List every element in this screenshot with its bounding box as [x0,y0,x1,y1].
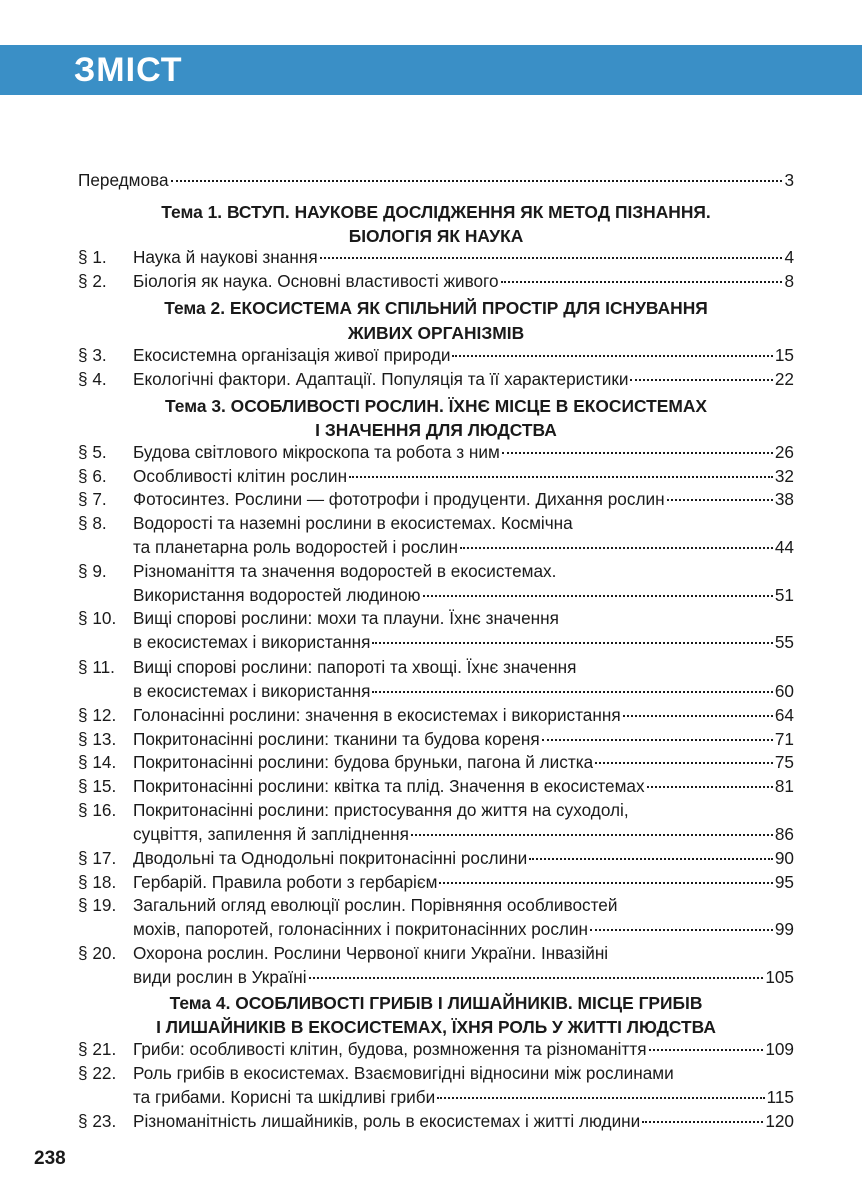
topic-heading: Тема 3. ОСОБЛИВОСТІ РОСЛИН. ЇХНЄ МІСЦЕ В ЕКОСИСТЕМАХ [165,396,707,416]
toc-entry[interactable] [78,846,794,871]
section-number: § 12. [78,705,117,725]
dot-leader [372,642,772,644]
toc-entry-title: Вищі спорові рослини: мохи та плауни. Їхнє значення [133,608,559,628]
dot-leader [372,691,772,693]
section-number: § 18. [78,872,117,892]
toc-entry[interactable] [78,870,794,895]
toc-entry-title: Гербарій. Правила роботи з гербарієм [133,872,438,892]
dot-leader [439,882,772,884]
section-number: § 7. [78,489,107,509]
toc-entry-preface[interactable] [78,168,794,193]
topic-heading: Тема 2. ЕКОСИСТЕМА ЯК СПІЛЬНИЙ ПРОСТІР ДЛЯ ІСНУВАННЯ [164,298,708,318]
toc-entry-first-line[interactable] [78,655,794,680]
section-number: § 21. [78,1039,117,1059]
dot-leader [452,355,772,357]
toc-entry-page: 105 [765,967,794,987]
toc-entry-title: види рослин в Україні [133,967,307,987]
topic-heading: І ЛИШАЙНИКІВ В ЕКОСИСТЕМАХ, ЇХНЯ РОЛЬ У ЖИТТІ ЛЮДСТВА [156,1017,716,1037]
toc-entry-continuation[interactable] [78,822,794,847]
dot-leader [171,180,783,182]
topic-heading: ЖИВИХ ОРГАНІЗМІВ [347,323,525,343]
toc-entry[interactable] [78,343,794,368]
dot-leader [647,786,773,788]
toc-entry-first-line[interactable] [78,893,794,918]
toc-entry[interactable] [78,750,794,775]
toc-entry-title: Вищі спорові рослини: папороті та хвощі. Їхнє значення [133,657,577,677]
toc-entry[interactable] [78,464,794,489]
dot-leader [542,739,773,741]
topic-heading: Тема 4. ОСОБЛИВОСТІ ГРИБІВ І ЛИШАЙНИКІВ. МІСЦЕ ГРИБІВ [169,993,703,1013]
toc-entry-title: Фотосинтез. Рослини — фототрофи і продуценти. Дихання рослин [133,489,665,509]
dot-leader [320,257,783,259]
toc-entry-first-line[interactable] [78,1061,794,1086]
toc-entry-page: 60 [774,681,794,701]
dot-leader [649,1049,764,1051]
section-number: § 11. [78,657,115,677]
section-number: § 16. [78,800,117,820]
toc-entry[interactable] [78,245,794,270]
section-number: § 9. [78,561,107,581]
section-number: § 15. [78,776,117,796]
dot-leader [595,762,773,764]
toc-entry-page: 55 [774,632,794,652]
toc-entry-page: 86 [774,824,794,844]
section-number: § 19. [78,895,117,915]
toc-entry-page: 22 [774,369,794,389]
toc-entry-page: 8 [784,271,794,291]
toc-entry-first-line[interactable] [78,941,794,966]
toc-entry-title: Дводольні та Однодольні покритонасінні рослини [133,848,528,868]
toc-entry-page: 51 [774,585,794,605]
toc-entry-page: 4 [784,247,794,267]
toc-entry-page: 15 [774,345,794,365]
toc-entry-title: Покритонасінні рослини: тканини та будова кореня [133,729,540,749]
toc-entry[interactable] [78,269,794,294]
toc-entry-title: суцвіття, запилення й запліднення [133,824,409,844]
toc-entry[interactable] [78,703,794,728]
toc-entry-page: 95 [774,872,794,892]
toc-entry-title: Різноманітність лишайників, роль в екосистемах і житті людини [133,1111,641,1131]
toc-entry-page: 115 [766,1087,794,1107]
dot-leader [501,281,783,283]
toc-entry-title: Передмова [78,170,169,190]
toc-entry-title: Покритонасінні рослини: будова бруньки, пагона й листка [133,752,594,772]
toc-entry-title: Особливості клітин рослин [133,466,348,486]
toc-entry-page: 3 [784,170,794,190]
toc-entry-title: в екосистемах і використання [133,681,371,701]
dot-leader [309,977,764,979]
toc-entry[interactable] [78,487,794,512]
toc-entry-title: Покритонасінні рослини: пристосування до життя на суходолі, [133,800,629,820]
toc-entry-continuation[interactable] [78,917,794,942]
section-number: § 6. [78,466,107,486]
section-number: § 10. [78,608,117,628]
section-number: § 1. [78,247,107,267]
toc-entry-page: 71 [774,729,794,749]
section-number: § 17. [78,848,117,868]
topic-heading: І ЗНАЧЕННЯ ДЛЯ ЛЮДСТВА [315,420,557,440]
toc-entry-title: Використання водоростей людиною [133,585,421,605]
section-number: § 20. [78,943,117,963]
toc-entry-page: 109 [765,1039,794,1059]
toc-entry-continuation[interactable] [78,583,794,608]
section-number: § 5. [78,442,107,462]
toc-entry[interactable] [78,1037,794,1062]
toc-entry-title: та планетарна роль водоростей і рослин [133,537,458,557]
toc-entry-title: Будова світлового мікроскопа та робота з ним [133,442,500,462]
dot-leader [590,929,773,931]
section-number: § 23. [78,1111,117,1131]
toc-entry-page: 75 [774,752,794,772]
dot-leader [642,1121,763,1123]
toc-entry-continuation[interactable] [78,630,794,655]
toc-entry-page: 38 [774,489,794,509]
toc-entry-page: 99 [774,919,794,939]
toc-entry-title: Голонасінні рослини: значення в екосистемах і використання [133,705,621,725]
section-number: § 14. [78,752,117,772]
toc-entry-title: Різноманіття та значення водоростей в екосистемах. [133,561,557,581]
toc-entry-title: Загальний огляд еволюції рослин. Порівняння особливостей [133,895,618,915]
toc-entry-first-line[interactable] [78,511,794,536]
toc-entry-title: Покритонасінні рослини: квітка та плід. Значення в екосистемах [133,776,645,796]
topic-heading: Тема 1. ВСТУП. НАУКОВЕ ДОСЛІДЖЕННЯ ЯК МЕТОД ПІЗНАННЯ. [161,202,711,222]
toc-entry-page: 120 [765,1111,794,1131]
toc-entry-title: Екосистемна організація живої природи [133,345,451,365]
dot-leader [667,499,773,501]
toc-entry-title: Гриби: особливості клітин, будова, розмноження та різноманіття [133,1039,647,1059]
dot-leader [502,452,773,454]
toc-entry[interactable] [78,1109,794,1134]
toc-entry-page: 44 [774,537,794,557]
dot-leader [349,476,773,478]
toc-entry-continuation[interactable] [78,679,794,704]
toc-entry-page: 32 [774,466,794,486]
toc-entry-page: 26 [774,442,794,462]
toc-entry-title: в екосистемах і використання [133,632,371,652]
dot-leader [529,858,773,860]
topic-heading: БІОЛОГІЯ ЯК НАУКА [348,226,524,246]
section-number: § 4. [78,369,107,389]
toc-entry-continuation[interactable] [78,535,794,560]
toc-entry-first-line[interactable] [78,559,794,584]
toc-entry[interactable] [78,727,794,752]
dot-leader [460,547,773,549]
section-number: § 8. [78,513,107,533]
dot-leader [623,715,773,717]
toc-entry-title: Наука й наукові знання [133,247,318,267]
section-number: § 3. [78,345,107,365]
section-number: § 2. [78,271,107,291]
section-number: § 22. [78,1063,117,1083]
toc-entry[interactable] [78,440,794,465]
page-number: 238 [34,1148,66,1169]
toc-entry-page: 81 [774,776,794,796]
toc-entry-continuation[interactable] [78,1085,794,1110]
page-title: ЗМІСТ [74,51,183,89]
toc-entry[interactable] [78,367,794,392]
toc-entry-first-line[interactable] [78,606,794,631]
section-number: § 13. [78,729,117,749]
dot-leader [423,595,773,597]
toc-entry-title: Екологічні фактори. Адаптації. Популяція та її характеристики [133,369,629,389]
toc-entry-title: Біологія як наука. Основні властивості живого [133,271,499,291]
toc-entry-first-line[interactable] [78,798,794,823]
toc-entry-title: та грибами. Корисні та шкідливі гриби [133,1087,436,1107]
toc-entry-page: 64 [774,705,794,725]
toc-entry-title: мохів, папоротей, голонасінних і покритонасінних рослин [133,919,589,939]
toc-entry-continuation[interactable] [78,965,794,990]
toc-entry-page: 90 [774,848,794,868]
toc-entry-title: Роль грибів в екосистемах. Взаємовигідні відносини між рослинами [133,1063,674,1083]
toc-entry-title: Охорона рослин. Рослини Червоної книги України. Інвазійні [133,943,609,963]
toc-entry-title: Водорості та наземні рослини в екосистемах. Космічна [133,513,573,533]
dot-leader [411,834,773,836]
dot-leader [630,379,772,381]
toc-entry[interactable] [78,774,794,799]
dot-leader [437,1097,764,1099]
